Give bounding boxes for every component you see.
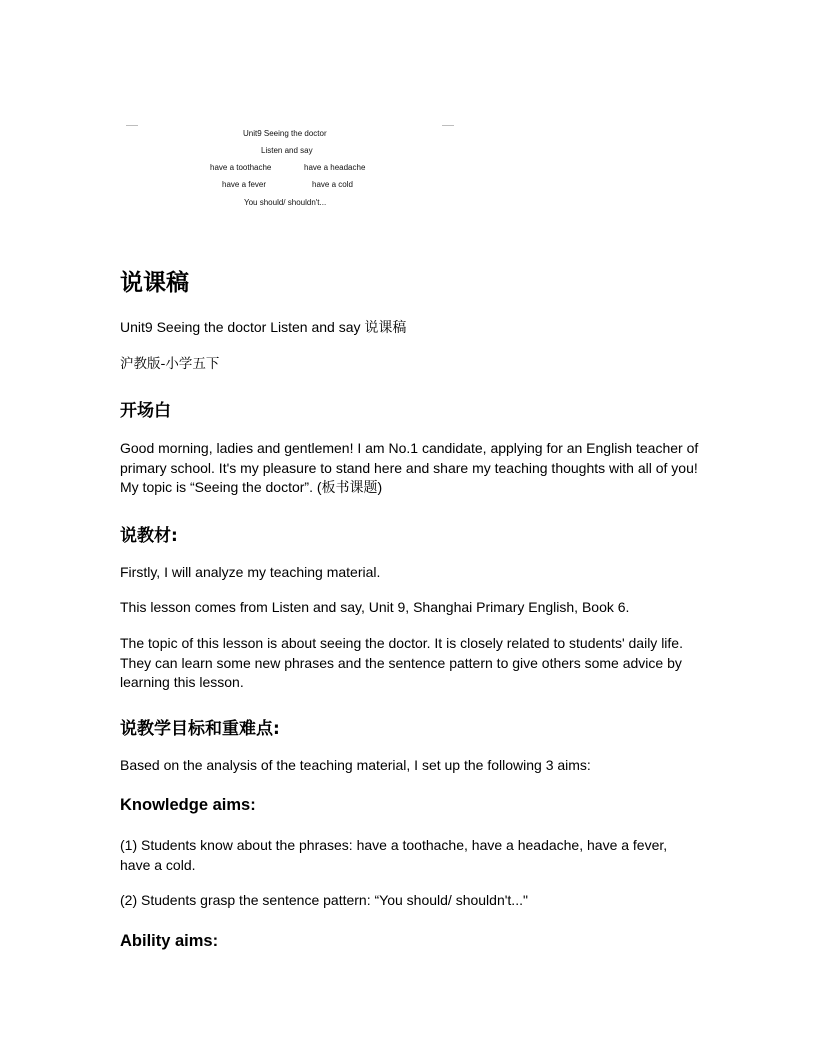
board-phrase: have a headache: [304, 163, 366, 172]
board-pattern: You should/ shouldn't...: [244, 198, 327, 207]
document-title: 说课稿: [120, 270, 189, 296]
board-phrase: have a fever: [222, 180, 267, 189]
image-edge-mark: [442, 125, 454, 126]
section-heading-aims: 说教学目标和重难点:: [120, 719, 280, 739]
aims-intro: Based on the analysis of the teaching material, I set up the following 3 aims:: [120, 757, 591, 773]
knowledge-aim-item: (1) Students know about the phrases: have a toothache, have a headache, have a fever, have a cold.: [120, 837, 668, 873]
section-heading-material: 说教材:: [120, 526, 178, 546]
board-phrase: have a cold: [312, 180, 353, 189]
blackboard-design-image: [126, 120, 456, 220]
material-paragraph: This lesson comes from Listen and say, Unit 9, Shanghai Primary English, Book 6.: [120, 599, 630, 615]
board-subtitle: Listen and say: [261, 146, 313, 155]
board-phrase: have a toothache: [210, 163, 272, 172]
opening-paragraph: Good morning, ladies and gentlemen! I am No.1 candidate, applying for an English teacher of primary school. It's my pleasure to stand here and share my teaching thoughts with all of you! My topic is “Seeing the doctor”. (板书课题): [120, 440, 699, 495]
board-title: Unit9 Seeing the doctor: [243, 129, 327, 138]
section-heading-opening: 开场白: [120, 401, 171, 421]
material-paragraph: Firstly, I will analyze my teaching material.: [120, 564, 381, 580]
lesson-line: Unit9 Seeing the doctor Listen and say 说课稿: [120, 319, 407, 335]
knowledge-aims-heading: Knowledge aims:: [120, 796, 256, 814]
knowledge-aim-item: (2) Students grasp the sentence pattern: “You should/ shouldn't...": [120, 892, 528, 908]
image-edge-mark: [126, 125, 138, 126]
ability-aims-heading: Ability aims:: [120, 932, 219, 950]
material-paragraph: The topic of this lesson is about seeing the doctor. It is closely related to students' daily life. They can learn some new phrases and the sentence pattern to give others some advice by learning this lesson.: [120, 635, 683, 690]
edition-line: 沪教版-小学五下: [120, 356, 220, 372]
